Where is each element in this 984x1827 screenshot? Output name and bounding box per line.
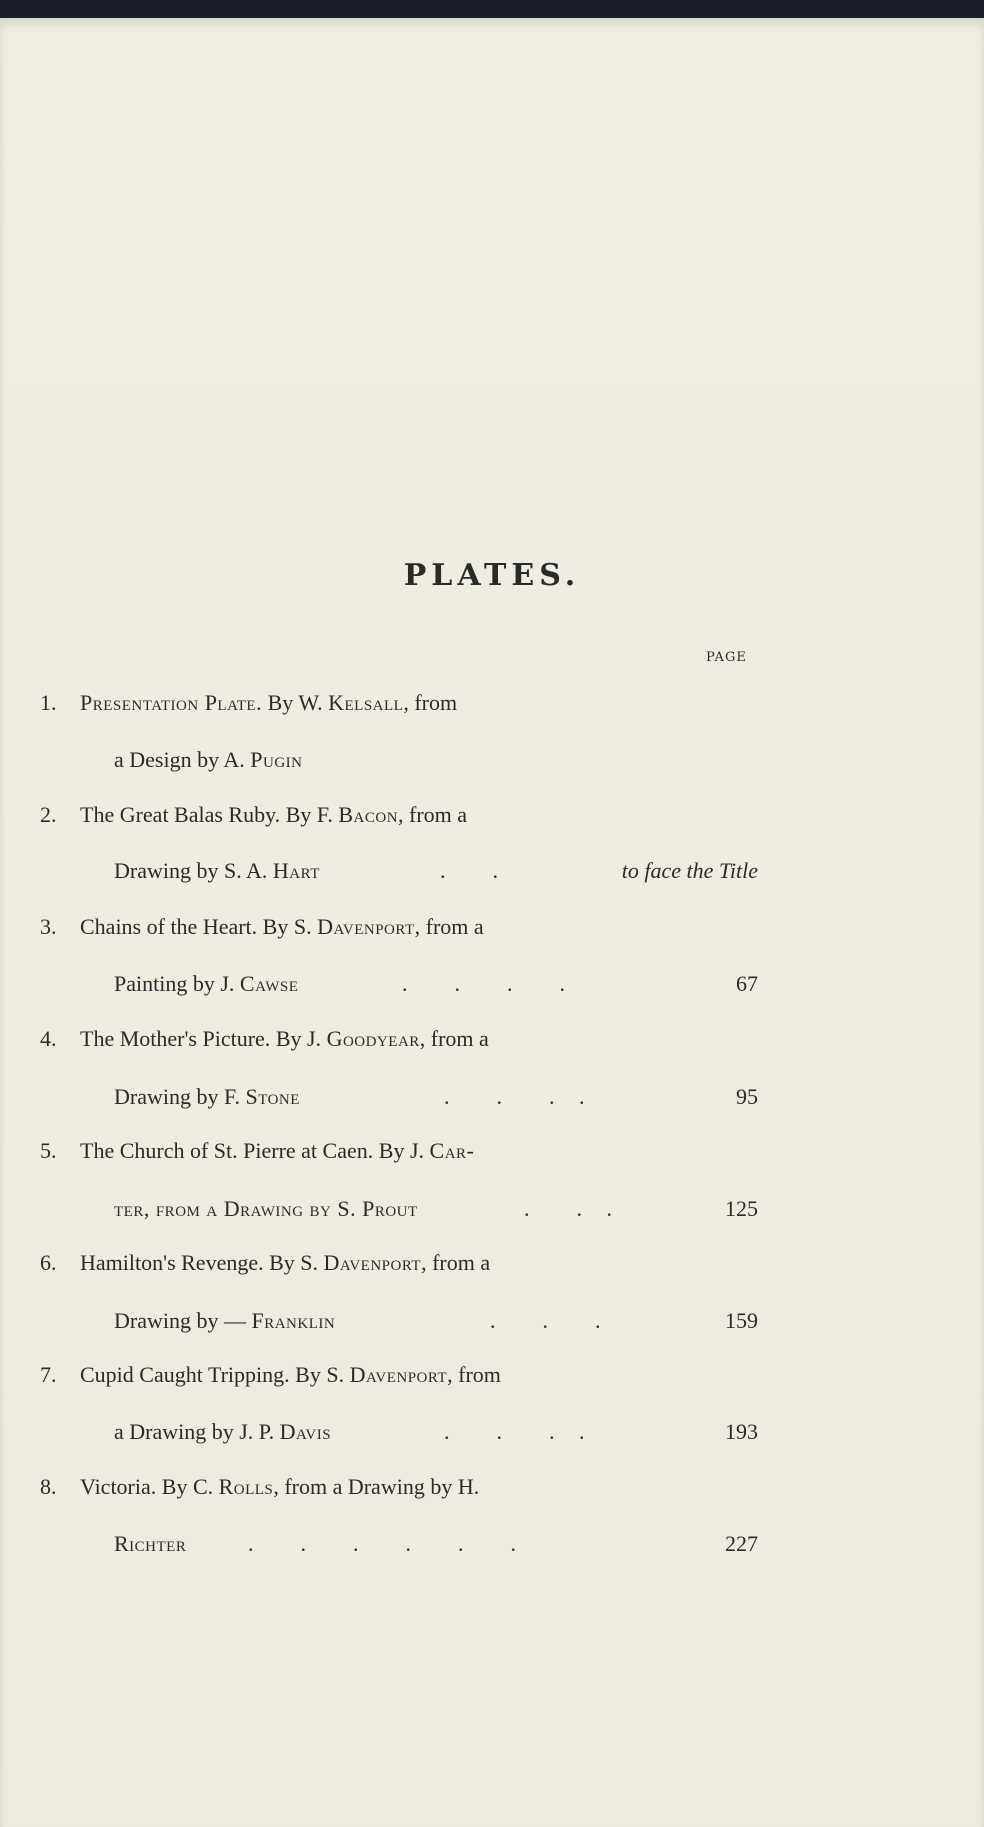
plate-by: By S. — [263, 1250, 324, 1275]
plate-source: Drawing by — — [114, 1308, 252, 1333]
plate-artist: Hart — [272, 858, 320, 883]
plate-source: a Design by A. — [114, 747, 251, 772]
plate-title: The Church of St. Pierre at Caen. — [80, 1138, 374, 1163]
plate-title: Victoria. — [80, 1474, 157, 1499]
plate-engraver: Kelsall — [328, 690, 404, 715]
plate-artist: Franklin — [251, 1308, 336, 1333]
plate-source: a Drawing by J. P. — [114, 1419, 280, 1444]
plate-engraver: Davenport — [349, 1362, 448, 1387]
plate-source: Drawing by F. — [114, 1084, 246, 1109]
plate-from: , from — [403, 690, 458, 715]
plate-from: , from — [447, 1362, 501, 1387]
plate-number: 7. — [40, 1362, 57, 1387]
plate-number: 1. — [40, 690, 57, 715]
plate-by: By F. — [280, 802, 339, 827]
leader-dots: . . . — [524, 1196, 614, 1221]
plate-source: Drawing by S. A. — [114, 858, 273, 883]
plate-entry-8-line2 — [114, 1531, 186, 1557]
plate-source: Painting by J. — [114, 971, 240, 996]
plate-number: 6. — [40, 1250, 57, 1275]
leader-dots: . . . . — [402, 971, 567, 996]
plate-page: 193 — [725, 1419, 758, 1444]
plate-engraver: Car- — [429, 1138, 475, 1163]
plate-page: to face the Title — [621, 858, 758, 883]
leader-dots: . . . — [490, 1308, 603, 1333]
plate-title: Chains of the Heart. — [80, 914, 258, 939]
plate-number: 3. — [40, 914, 57, 939]
plate-entry-5 — [40, 1138, 474, 1164]
plate-engraver: Rolls — [218, 1474, 274, 1499]
plate-entry-5-line2 — [114, 1196, 418, 1222]
plate-entry-1 — [40, 690, 457, 716]
plate-entry-6 — [40, 1250, 490, 1276]
plate-entry-3 — [40, 914, 484, 940]
plate-number: 2. — [40, 802, 57, 827]
leader-dots: . . — [440, 858, 500, 883]
plate-entry-6-line2 — [114, 1308, 335, 1334]
plate-from: , from a — [398, 802, 468, 827]
plate-entry-7-line2 — [114, 1419, 331, 1445]
plate-title: Cupid Caught Tripping. — [80, 1362, 290, 1387]
plate-artist: Davis — [279, 1419, 332, 1444]
plate-entry-4 — [40, 1026, 489, 1052]
plate-title: Presentation Plate. — [80, 690, 263, 715]
plate-artist: Richter — [114, 1531, 187, 1556]
leader-dots: . . . . — [444, 1084, 587, 1109]
plate-page: 159 — [725, 1308, 758, 1333]
plate-source-suffix: , from a Drawing by S. Prout — [143, 1196, 418, 1221]
plate-engraver: Davenport — [317, 914, 415, 939]
plate-entry-1-line2 — [114, 747, 303, 773]
plate-entry-7 — [40, 1362, 501, 1388]
plate-engraver: Davenport — [323, 1250, 422, 1275]
plate-title: Hamilton's Revenge. — [80, 1250, 264, 1275]
plate-entry-2 — [40, 802, 467, 828]
plate-number: 8. — [40, 1474, 57, 1499]
plate-page: 67 — [736, 971, 758, 996]
plate-entry-8 — [40, 1474, 479, 1500]
book-page — [0, 18, 984, 1827]
plate-artist: Cawse — [239, 971, 299, 996]
plate-by: By J. — [270, 1026, 327, 1051]
plate-engraver: Goodyear — [326, 1026, 420, 1051]
plate-from: , from a — [414, 914, 484, 939]
plate-page: 227 — [725, 1531, 758, 1556]
plate-entry-4-line2 — [114, 1084, 300, 1110]
plate-artist: ter — [114, 1196, 144, 1221]
plate-artist: Stone — [245, 1084, 300, 1109]
plate-title: The Great Balas Ruby. — [80, 802, 281, 827]
page-title: PLATES. — [403, 558, 581, 593]
plate-from: , from a — [421, 1250, 491, 1275]
plate-by: By W. — [262, 690, 329, 715]
plate-page: 125 — [725, 1196, 758, 1221]
plate-page: 95 — [736, 1084, 758, 1109]
leader-dots: . . . . . . — [248, 1531, 518, 1556]
plate-artist: Pugin — [250, 747, 303, 772]
plate-engraver: Bacon — [338, 802, 399, 827]
plate-entry-2-line2 — [114, 858, 320, 884]
plate-by: By S. — [289, 1362, 350, 1387]
plate-by: By C. — [156, 1474, 219, 1499]
page-column-label: PAGE — [706, 650, 747, 665]
plate-entry-3-line2 — [114, 971, 298, 997]
plate-number: 5. — [40, 1138, 57, 1163]
plate-from: , from a — [419, 1026, 489, 1051]
plate-number: 4. — [40, 1026, 57, 1051]
leader-dots: . . . . — [444, 1419, 587, 1444]
plate-by: By S. — [257, 914, 318, 939]
plate-by: By J. — [373, 1138, 430, 1163]
plate-from: , from a Drawing by H. — [273, 1474, 480, 1499]
plate-title: The Mother's Picture. — [80, 1026, 271, 1051]
